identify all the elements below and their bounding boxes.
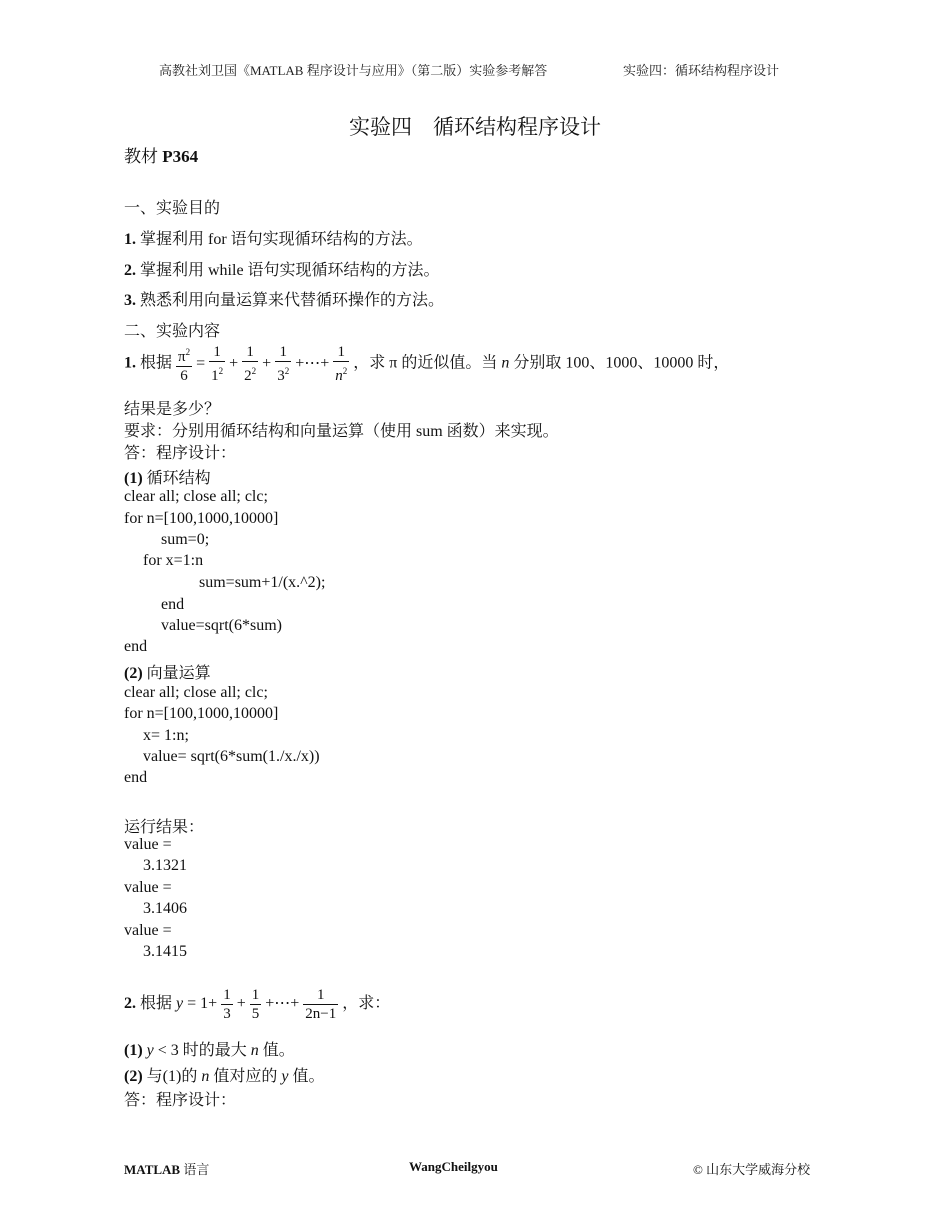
plus-sign: +: [236, 995, 246, 1013]
header-left: 高教社刘卫国《MATLAB 程序设计与应用》（第二版）实验参考解答: [159, 63, 548, 78]
fraction-term-3: $\frac{1}{3^2}$: [277, 344, 290, 384]
result-line: value =: [124, 922, 172, 939]
problem-text: ，求 π 的近似值。当: [353, 354, 502, 372]
item-text: 熟悉利用向量运算来代替循环操作的方法。: [140, 292, 445, 309]
code2-line: clear all; close all; clc;: [124, 684, 268, 701]
code1-line: sum=0;: [161, 531, 210, 548]
var-n: n: [501, 354, 510, 372]
objective-item-2: [124, 257, 440, 280]
problem-text: ，求：: [342, 995, 391, 1013]
footer-left-text: 语言: [180, 1162, 210, 1177]
code2-line: end: [124, 769, 148, 786]
equals-sign: =: [187, 995, 197, 1013]
question-number: (1): [124, 1042, 143, 1059]
code1-line: sum=sum+1/(x.^2);: [199, 574, 326, 591]
problem1-requirement: 要求：分别用循环结构和向量运算（使用 sum 函数）来实现。: [124, 423, 559, 440]
problem-lead: 根据: [140, 354, 173, 372]
var-y: y: [176, 995, 184, 1013]
code1-line: end: [124, 638, 148, 655]
constant-one: 1: [200, 995, 209, 1013]
textbook-ref: [124, 142, 198, 167]
problem1-answer: 答：程序设计：: [124, 445, 237, 462]
result-value: 3.1415: [143, 943, 187, 960]
item-text: 掌握利用 while 语句实现循环结构的方法。: [140, 262, 440, 279]
section2-heading: 二、实验内容: [124, 321, 221, 340]
problem1-statement: [124, 343, 729, 385]
result-line: value =: [124, 836, 172, 853]
result-value: 3.1406: [143, 900, 187, 917]
ellipsis-plus: +⋯+: [295, 354, 330, 372]
var-n: n: [201, 1068, 210, 1085]
problem2-answer: 答：程序设计：: [124, 1092, 237, 1109]
code1-line: for x=1:n: [143, 552, 204, 569]
footer-right: © 山东大学威海分校: [693, 1162, 811, 1177]
footer-left: [124, 1159, 209, 1178]
plus-sign: +: [262, 354, 272, 372]
code2-line: value= sqrt(6*sum(1./x./x)): [143, 748, 320, 765]
item-number: 3.: [124, 292, 136, 309]
part2-heading: [124, 660, 211, 683]
problem-lead: 根据: [140, 995, 173, 1013]
part-label: 向量运算: [142, 665, 211, 682]
code1-line: end: [161, 596, 185, 613]
series-formula: [176, 987, 342, 1022]
part-number: (1): [124, 470, 143, 487]
objective-item-1: [124, 226, 423, 249]
code1-line: clear all; close all; clc;: [124, 488, 268, 505]
objective-item-3: [124, 287, 444, 310]
var-y: y: [146, 1042, 154, 1059]
problem2-statement: [124, 986, 390, 1023]
item-number: 1.: [124, 231, 136, 248]
plus-sign: +: [229, 354, 239, 372]
textbook-label: 教材: [124, 147, 163, 166]
part-label: 循环结构: [142, 470, 211, 487]
fraction-term-n: $\frac{1}{n^2}$: [335, 344, 348, 384]
ellipsis-plus: +⋯+: [265, 995, 300, 1013]
fraction-term-n: $\frac{1}{2n-1}$: [305, 987, 337, 1022]
fraction-lhs: $\frac{\pi^2}{6}$: [176, 343, 192, 385]
problem-number: 2.: [124, 995, 136, 1013]
problem-text: 分别取 100、1000、10000 时，: [509, 354, 730, 372]
part-number: (2): [124, 665, 143, 682]
footer-left-bold: MATLAB: [124, 1162, 181, 1177]
section1-heading: 一、实验目的: [124, 198, 221, 217]
question-number: (2): [124, 1068, 143, 1085]
result-label: 运行结果：: [124, 819, 205, 836]
fraction-term-1: $\frac{1}{1^2}$: [211, 344, 224, 384]
problem2-question-2: (2) 与(1)的 n 值对应的 y 值。: [124, 1068, 325, 1085]
page-title: 实验四 循环结构程序设计: [349, 115, 601, 139]
part1-heading: [124, 465, 211, 488]
code1-line: for n=[100,1000,10000]: [124, 510, 279, 527]
code1-line: value=sqrt(6*sum): [161, 617, 282, 634]
code2-line: for n=[100,1000,10000]: [124, 705, 279, 722]
item-text: 掌握利用 for 语句实现循环结构的方法。: [140, 231, 423, 248]
plus-sign: +: [208, 995, 218, 1013]
result-line: value =: [124, 879, 172, 896]
footer-center: WangCheilgyou: [409, 1159, 498, 1174]
var-n: n: [250, 1042, 259, 1059]
header-right: 实验四：循环结构程序设计: [623, 63, 780, 78]
item-number: 2.: [124, 262, 136, 279]
fraction-term-2: $\frac{1}{5}$: [251, 987, 260, 1022]
fraction-term-1: $\frac{1}{3}$: [223, 987, 231, 1022]
fraction-term-2: $\frac{1}{2^2}$: [244, 344, 257, 384]
result-value: 3.1321: [143, 857, 187, 874]
basel-formula: [176, 344, 353, 384]
equals-sign: =: [196, 354, 206, 372]
problem-number: 1.: [124, 354, 136, 372]
problem1-line2: 结果是多少？: [124, 401, 221, 418]
var-y: y: [281, 1068, 289, 1085]
code2-line: x= 1:n;: [143, 727, 189, 744]
problem2-question-1: (1) y < 3 时的最大 n 值。: [124, 1042, 295, 1059]
textbook-page: P364: [162, 147, 199, 166]
